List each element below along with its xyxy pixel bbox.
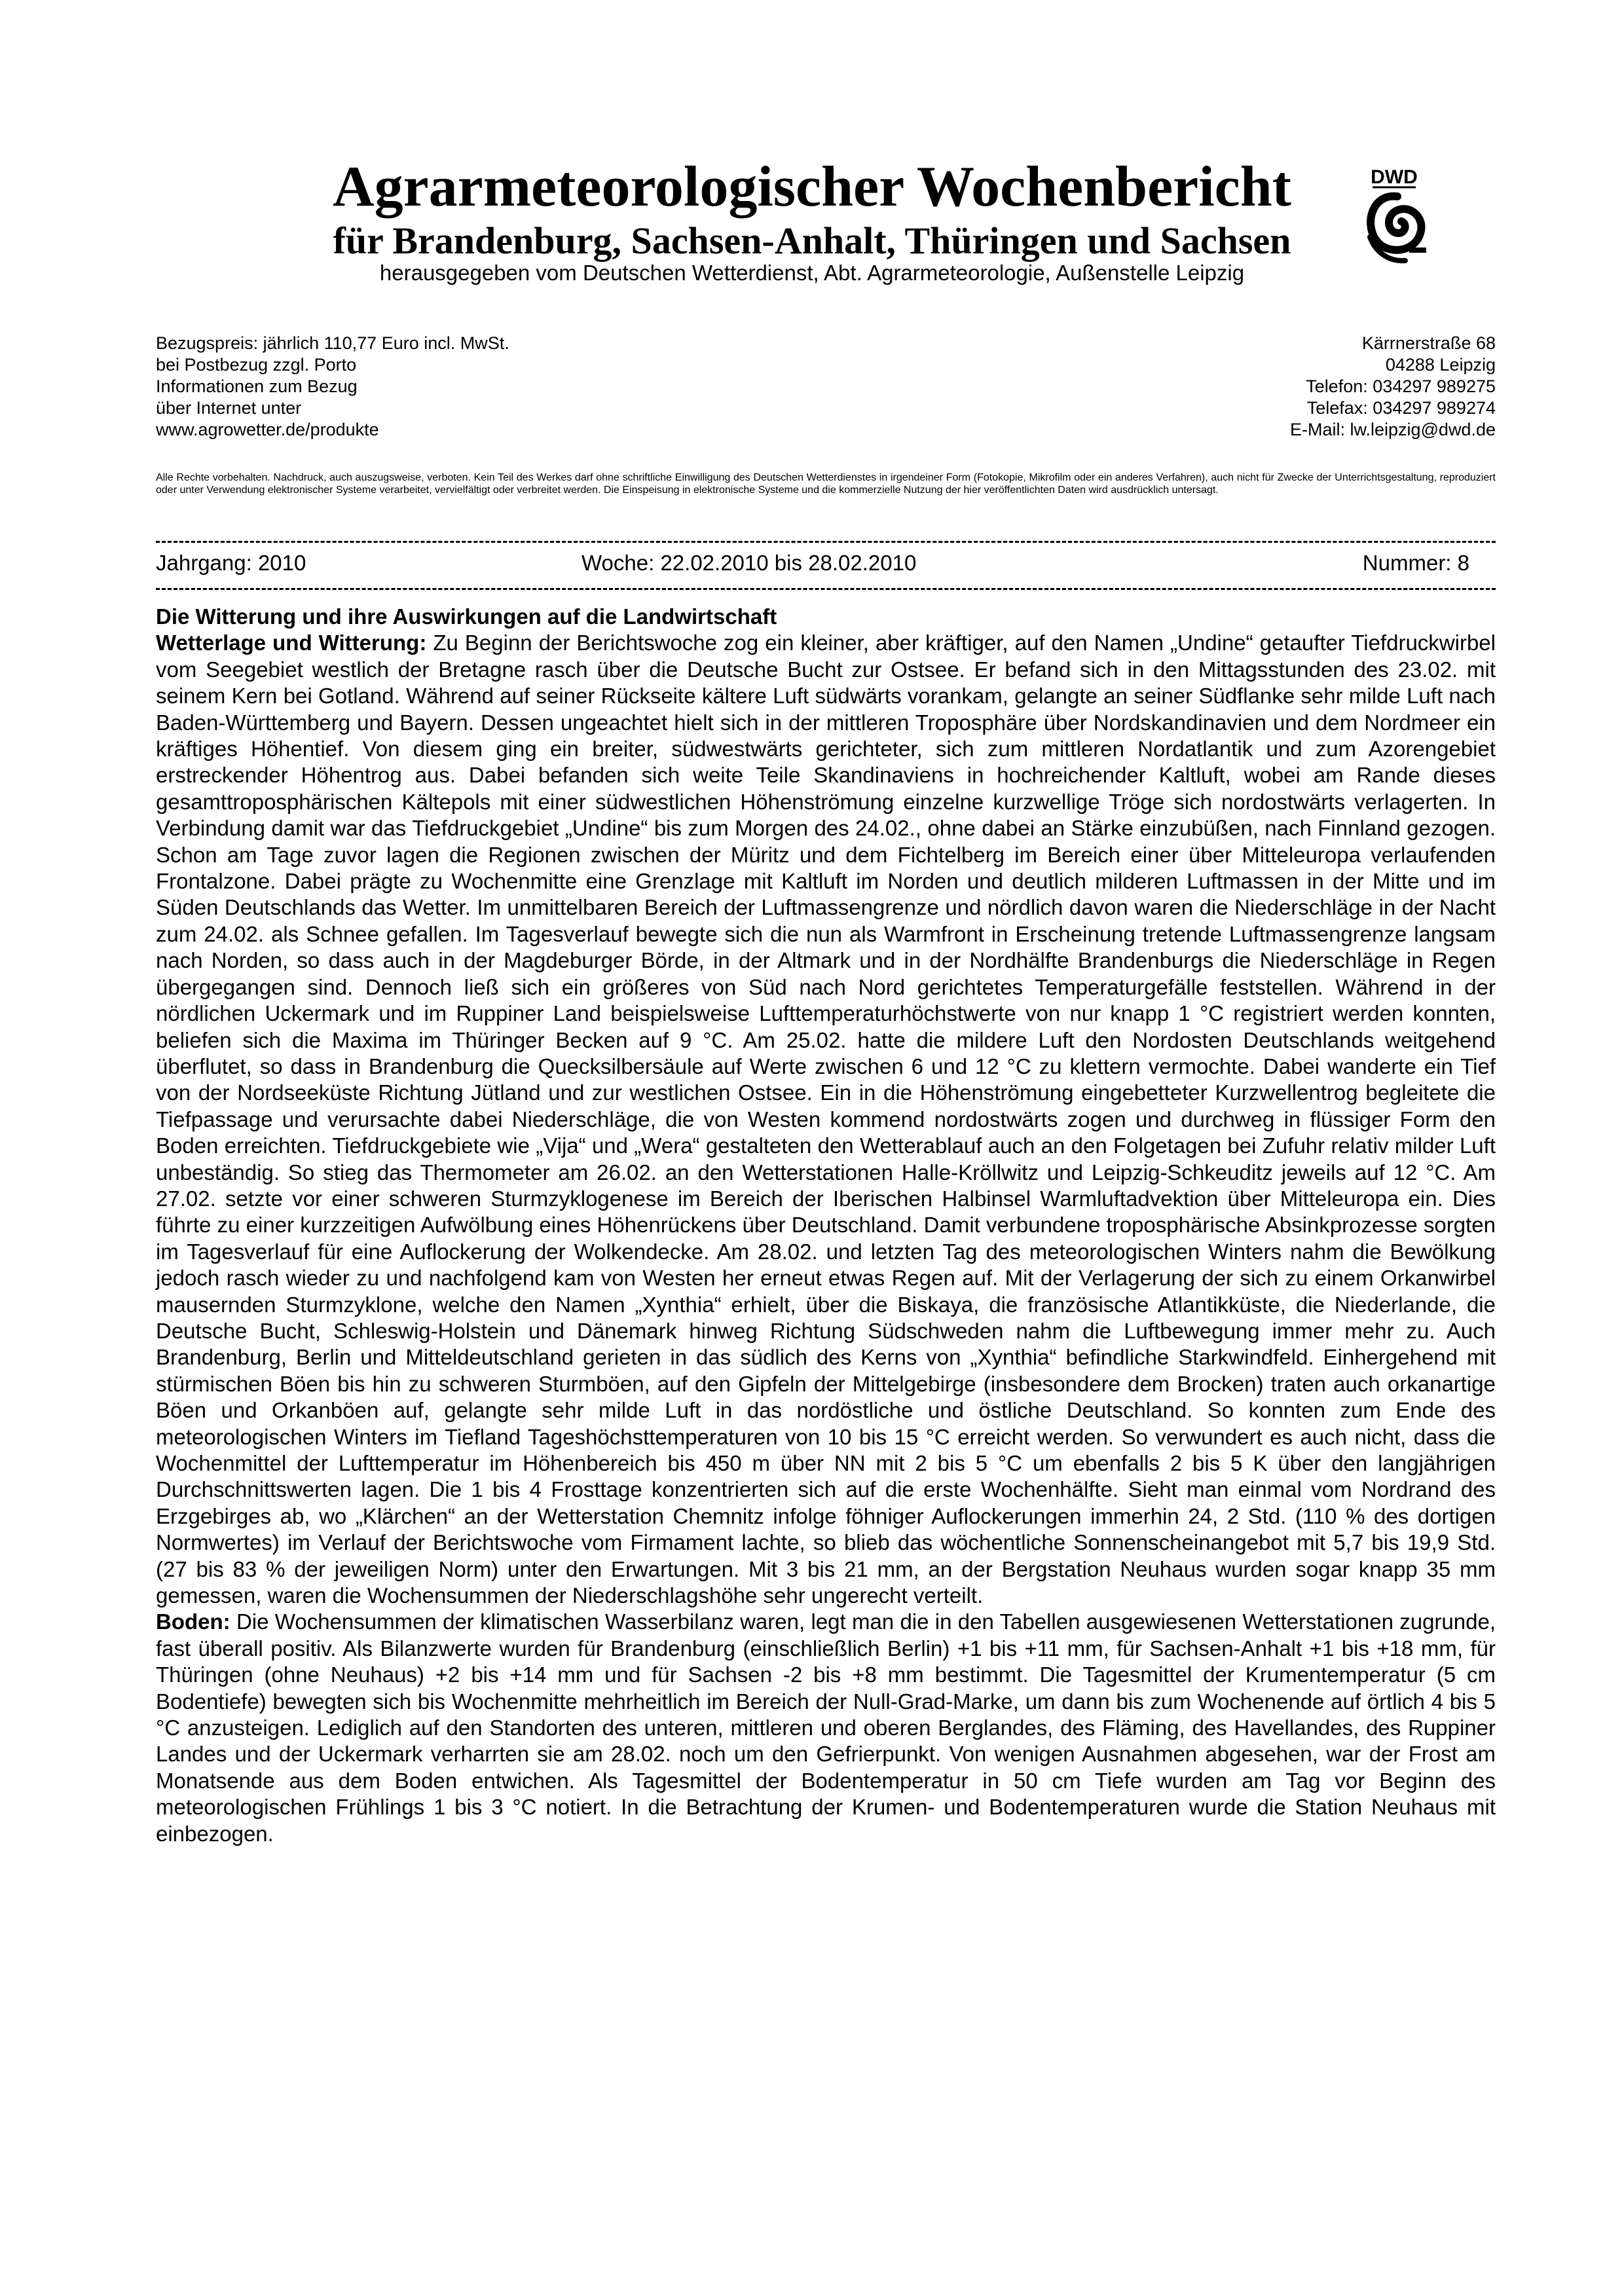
contact-address bbox=[1048, 333, 1496, 441]
issue-number: Nummer: 8 bbox=[1362, 551, 1469, 575]
issue-week: Woche: 22.02.2010 bis 28.02.2010 bbox=[581, 551, 917, 575]
soil-lead: Boden: bbox=[156, 1609, 231, 1634]
weather-text: Zu Beginn der Berichtswoche zog ein kleiner, aber kräftiger, auf den Namen „Undine“ getaufter Tiefdruckwirbel vom Seegebiet westlich der Bretagne rasch über die Deutsche Bucht zur Ostsee. Er befand sich in den Mittagsstunden des 23.02. mit seinem Kern bei Gotland. Während auf seiner Rückseite kältere Luft südwärts vorankam, gelangte an seiner Südflanke sehr milde Luft nach Baden-Württemberg und Bayern. Dessen ungeachtet hielt sich in der mittleren Troposphäre über Nordskandinavien und dem Nordmeer ein kräftiges Höhentief. Von diesem ging ein breiter, südwestwärts gerichteter, sich zum mittleren Nordatlantik und zum Azorengebiet erstreckender Höhentrog aus. Dabei befanden sich weite Teile Skandinaviens in hochreichender Kaltluft, wobei am Rande dieses gesamttroposphärischen Kältepols mit einer südwestlichen Höhenströmung einzelne kurzwellige Tröge sich nordostwärts verlagerten. In Verbindung damit war das Tiefdruckgebiet „Undine“ bis zum Morgen des 24.02., ohne dabei an Stärke einzubüßen, nach Finnland gezogen. Schon am Tage zuvor lagen die Regionen zwischen der Müritz und dem Fichtelberg im Bereich einer über Mitteleuropa verlaufenden Frontalzone. Dabei prägte zu Wochenmitte eine Grenzlage mit Kaltluft im Norden und deutlich milderen Luftmassen in der Mitte und im Süden Deutschlands das Wetter. Im unmittelbaren Bereich der Luftmassengrenze und nördlich davon waren die Niederschläge in der Nacht zum 24.02. als Schnee gefallen. Im Tagesverlauf bewegte sich die nun als Warmfront in Erscheinung tretende Luftmassengrenze langsam nach Norden, so dass auch in der Magdeburger Börde, in der Altmark und in der Nordhälfte Brandenburgs die Niederschläge in Regen übergegangen sind. Dennoch ließ sich ein größeres von Süd nach Nord gerichtetes Temperaturgefälle feststellen. Während in der nördlichen Uckermark und im Ruppiner Land beispielsweise Lufttemperaturhöchstwerte von nur knapp 1 °C registriert werden konnten, beliefen sich die Maxima im Thüringer Becken auf 9 °C. Am 25.02. hatte die mildere Luft den Nordosten Deutschlands weitgehend überflutet, so dass in Brandenburg die Quecksilbersäule auf Werte zwischen 6 und 12 °C zu klettern vermochte. Dabei wanderte ein Tief von der Nordseeküste Richtung Jütland und zur westlichen Ostsee. Ein in die Höhenströmung eingebetteter Kurzwellentrog begleitete die Tiefpassage und verursachte dabei Niederschläge, die von Westen kommend nordostwärts zogen und durchweg in flüssiger Form den Boden erreichten. Tiefdruckgebiete wie „Vija“ und „Wera“ gestalteten den Wetterablauf auch an den Folgetagen bei Zufuhr relativ milder Luft unbeständig. So stieg das Thermometer am 26.02. an den Wetterstationen Halle-Kröllwitz und Leipzig-Schkeuditz jeweils auf 12 °C. Am 27.02. setzte vor einer schweren Sturmzyklogenese im Bereich der Iberischen Halbinsel Warmluftadvektion über Mitteleuropa ein. Dies führte zu einer kurzzeitigen Aufwölbung eines Höhenrückens über Deutschland. Damit verbundene troposphärische Absinkprozesse sorgten im Tagesverlauf für eine Auflockerung der Wolkendecke. Am 28.02. und letzten Tag des meteorologischen Winters nahm die Bewölkung jedoch rasch wieder zu und nachfolgend kam von Westen her erneut etwas Regen auf. Mit der Verlagerung der sich zu einem Orkanwirbel mausernden Sturmzyklone, welche den Namen „Xynthia“ erhielt, über die Biskaya, die französische Atlantikküste, die Niederlande, die Deutsche Bucht, Schleswig-Holstein und Dänemark hinweg Richtung Südschweden nahm die Luftbewegung immer mehr zu. Auch Brandenburg, Berlin und Mitteldeutschland gerieten in das südlich des Kerns von „Xynthia“ befindliche Starkwindfeld. Einhergehend mit stürmischen Böen bis hin zu schweren Sturmböen, auf den Gipfeln der Mittelgebirge (insbesondere dem Brocken) traten auch orkanartige Böen und Orkanböen auf, gelangte sehr milde Luft in das nordöstliche und östliche Deutschland. So konnten zum Ende des meteorologischen Winters im Tiefland Tageshöchsttemperaturen von 10 bis 15 °C erreicht werden. So verwundert es auch nicht, dass die Wochenmittel der Lufttemperatur im Höhenbereich bis 450 m über NN mit 2 bis 5 °C um ebenfalls 2 bis 5 K über den langjährigen Durchschnittswerten lagen. Die 1 bis 4 Frosttage konzentrierten sich auf die erste Wochenhälfte. Sieht man einmal vom Nordrand des Erzgebirges ab, wo „Klärchen“ an der Wetterstation Chemnitz infolge föhniger Auflockerungen immerhin 24, 2 Std. (110 % des dortigen Normwertes) im Verlauf der Berichtswoche vom Firmament lachte, so blieb das wöchentliche Sonnenscheinangebot mit 5,7 bis 19,9 Std. (27 bis 83 % der jeweiligen Norm) unter den Erwartungen. Mit 3 bis 21 mm, an der Bergstation Neuhaus wurden sogar knapp 35 mm gemessen, waren die Wochensummen der Niederschlagshöhe sehr ungerecht verteilt. bbox=[156, 631, 1496, 1608]
rights-notice: Alle Rechte vorbehalten. Nachdruck, auch auszugsweise, verboten. Kein Teil des Werkes darf ohne schriftliche Einwilligung des Deutschen Wetterdienstes in irgendeiner Form (Fotokopie, Mikrofilm oder ein anderes Verfahren), auch nicht für Zwecke der Unterrichtsgestaltung, reproduziert oder unter Verwendung elektronischer Systeme verarbeitet, vervielfältigt oder verbreitet werden. Die Einspeisung in elektronische Systeme und die kommerzielle Nutzung der hier veröffentlichten Daten wird ausdrücklich untersagt. bbox=[156, 472, 1496, 496]
divider-top bbox=[156, 541, 1496, 543]
article-body bbox=[156, 604, 1496, 1847]
weather-lead: Wetterlage und Witterung: bbox=[156, 631, 427, 655]
subscription-line: Bezugspreis: jährlich 110,77 Euro incl. MwSt. bbox=[156, 333, 509, 353]
dwd-logo-icon bbox=[1358, 164, 1430, 268]
weather-paragraph bbox=[156, 630, 1496, 1609]
soil-paragraph bbox=[156, 1609, 1496, 1847]
report-subtitle: für Brandenburg, Sachsen-Anhalt, Thüringen und Sachsen bbox=[333, 219, 1291, 262]
address-fax: Telefax: 034297 989274 bbox=[1306, 398, 1496, 418]
subscription-line: bei Postbezug zzgl. Porto bbox=[156, 355, 357, 375]
address-email[interactable]: E-Mail: lw.leipzig@dwd.de bbox=[1289, 420, 1496, 439]
address-phone: Telefon: 034297 989275 bbox=[1306, 376, 1496, 396]
subscription-line: Informationen zum Bezug bbox=[156, 376, 358, 396]
divider-bottom bbox=[156, 588, 1496, 590]
subscription-line: über Internet unter bbox=[156, 398, 302, 418]
address-city: 04288 Leipzig bbox=[1385, 355, 1496, 375]
subscription-info bbox=[156, 333, 745, 441]
issue-info bbox=[156, 549, 1496, 578]
soil-text: Die Wochensummen der klimatischen Wasserbilanz waren, legt man die in den Tabellen ausgewiesenen Wetterstationen zugrunde, fast überall positiv. Als Bilanzwerte wurden für Brandenburg (einschließlich Berlin) +1 bis +11 mm, für Sachsen-Anhalt +1 bis +18 mm, für Thüringen (ohne Neuhaus) +2 bis +14 mm und für Sachsen -2 bis +8 mm bestimmt. Die Tagesmittel der Krumentemperatur (5 cm Bodentiefe) bewegten sich bis Wochenmitte mehrheitlich im Bereich der Null-Grad-Marke, um dann bis zum Wochenende auf örtlich 4 bis 5 °C anzusteigen. Lediglich auf den Standorten des unteren, mittleren und oberen Berglandes, des Fläming, des Havellandes, des Ruppiner Landes und der Uckermark verharrten sie am 28.02. noch um den Gefrierpunkt. Von wenigen Ausnahmen abgesehen, war der Frost am Monatsende aus dem Boden entwichen. Als Tagesmittel der Bodentemperatur in 50 cm Tiefe wurden am Tag vor Beginn des meteorologischen Frühlings 1 bis 3 °C notiert. In die Betrachtung der Krumen- und Bodentemperaturen wurde die Station Neuhaus mit einbezogen. bbox=[156, 1609, 1496, 1846]
report-title: Agrarmeteorologischer Wochenbericht bbox=[333, 155, 1291, 219]
issue-year: Jahrgang: 2010 bbox=[156, 551, 306, 575]
publisher-line: herausgegeben vom Deutschen Wetterdienst, Abt. Agrarmeteorologie, Außenstelle Leipzig bbox=[379, 261, 1245, 285]
subscription-url[interactable]: www.agrowetter.de/produkte bbox=[156, 420, 379, 439]
dwd-logo-text: DWD bbox=[1371, 166, 1418, 188]
address-street: Kärrnerstraße 68 bbox=[1361, 333, 1496, 353]
article-heading: Die Witterung und ihre Auswirkungen auf die Landwirtschaft bbox=[156, 604, 777, 629]
